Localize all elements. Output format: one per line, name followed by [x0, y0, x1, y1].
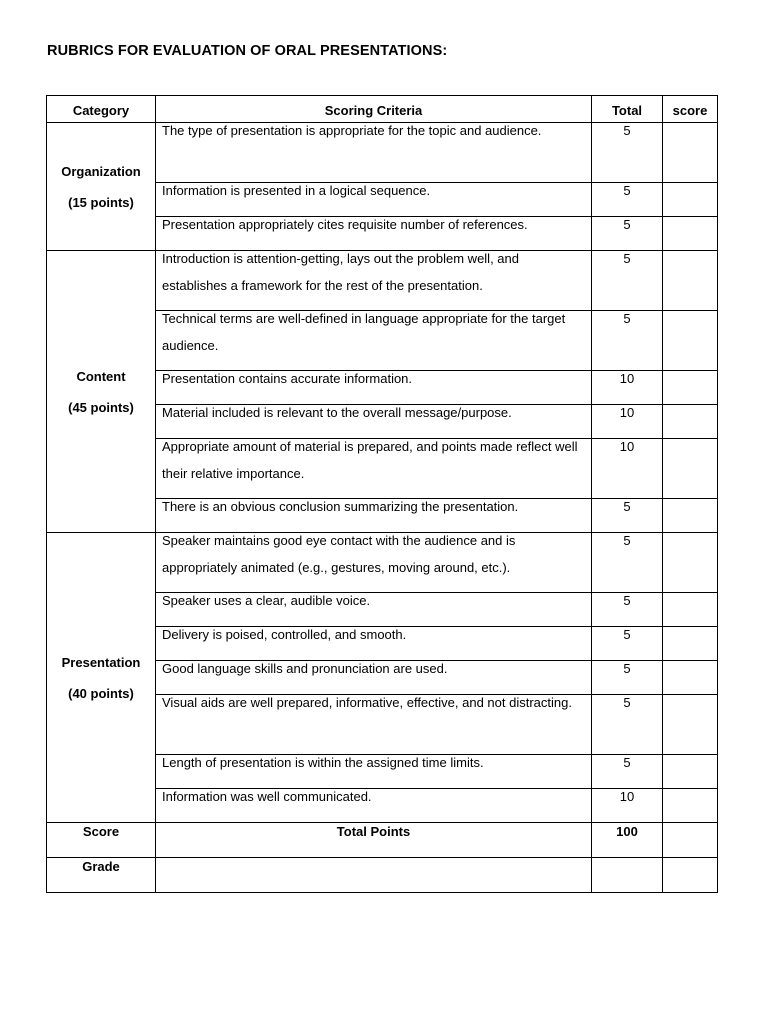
score-cell[interactable] [663, 533, 718, 593]
score-cell[interactable] [663, 499, 718, 533]
score-cell[interactable] [663, 405, 718, 439]
score-cell[interactable] [663, 251, 718, 311]
grade-label: Grade [47, 858, 156, 893]
header-criteria: Scoring Criteria [156, 96, 592, 123]
criterion-text: Presentation appropriately cites requisite number of references. [156, 217, 592, 251]
criterion-text: Length of presentation is within the assigned time limits. [156, 755, 592, 789]
table-row [47, 251, 718, 311]
criterion-total: 5 [592, 217, 663, 251]
criterion-text: Visual aids are well prepared, informative, effective, and not distracting. [156, 695, 592, 755]
score-label: Score [47, 823, 156, 858]
page-title: RUBRICS FOR EVALUATION OF ORAL PRESENTATIONS: [47, 43, 448, 59]
criterion-text: There is an obvious conclusion summarizing the presentation. [156, 499, 592, 533]
score-cell[interactable] [663, 627, 718, 661]
criterion-total: 5 [592, 183, 663, 217]
criterion-total: 5 [592, 123, 663, 183]
criterion-total: 5 [592, 593, 663, 627]
header-score: score [663, 96, 718, 123]
criterion-text: Presentation contains accurate information. [156, 371, 592, 405]
criterion-total: 5 [592, 311, 663, 371]
grade-row [47, 858, 718, 893]
category-content [47, 251, 156, 533]
grade-total-cell [592, 858, 663, 893]
score-cell[interactable] [663, 217, 718, 251]
criterion-total: 10 [592, 371, 663, 405]
score-cell[interactable] [663, 123, 718, 183]
score-row [47, 823, 718, 858]
criterion-text: Technical terms are well-defined in language appropriate for the target audience. [156, 311, 592, 371]
criterion-total: 5 [592, 627, 663, 661]
header-category: Category [47, 96, 156, 123]
criterion-text: Appropriate amount of material is prepared, and points made reflect well their relative importance. [156, 439, 592, 499]
score-cell[interactable] [663, 789, 718, 823]
category-name: Organization [61, 163, 141, 179]
category-presentation [47, 533, 156, 823]
score-cell[interactable] [663, 371, 718, 405]
category-points: (45 points) [68, 399, 134, 415]
header-total: Total [592, 96, 663, 123]
grade-score-cell[interactable] [663, 858, 718, 893]
total-points-value: 100 [592, 823, 663, 858]
table-row [47, 533, 718, 593]
criterion-total: 10 [592, 439, 663, 499]
category-points: (40 points) [68, 685, 134, 701]
criterion-text: Good language skills and pronunciation are used. [156, 661, 592, 695]
score-cell[interactable] [663, 183, 718, 217]
criterion-total: 10 [592, 789, 663, 823]
criterion-total: 5 [592, 661, 663, 695]
rubric-table [46, 95, 718, 893]
score-cell[interactable] [663, 439, 718, 499]
category-organization [47, 123, 156, 251]
criterion-total: 5 [592, 533, 663, 593]
criterion-total: 5 [592, 251, 663, 311]
score-cell[interactable] [663, 755, 718, 789]
criterion-text: Information is presented in a logical sequence. [156, 183, 592, 217]
table-row [47, 123, 718, 183]
criterion-text: Delivery is poised, controlled, and smooth. [156, 627, 592, 661]
grade-cell[interactable] [156, 858, 592, 893]
category-name: Presentation [61, 654, 141, 670]
category-name: Content [76, 368, 126, 384]
criterion-text: Material included is relevant to the overall message/purpose. [156, 405, 592, 439]
score-cell[interactable] [663, 593, 718, 627]
category-points: (15 points) [68, 194, 134, 210]
score-cell[interactable] [663, 311, 718, 371]
criterion-total: 5 [592, 755, 663, 789]
score-cell[interactable] [663, 661, 718, 695]
final-score-cell[interactable] [663, 823, 718, 858]
criterion-total: 5 [592, 695, 663, 755]
criterion-total: 10 [592, 405, 663, 439]
criterion-text: Speaker uses a clear, audible voice. [156, 593, 592, 627]
criterion-text: Speaker maintains good eye contact with the audience and is appropriately animated (e.g., gestures, moving around, etc.). [156, 533, 592, 593]
total-points-label: Total Points [156, 823, 592, 858]
score-cell[interactable] [663, 695, 718, 755]
criterion-text: The type of presentation is appropriate for the topic and audience. [156, 123, 592, 183]
criterion-total: 5 [592, 499, 663, 533]
criterion-text: Information was well communicated. [156, 789, 592, 823]
criterion-text: Introduction is attention-getting, lays out the problem well, and establishes a framework for the rest of the presentation. [156, 251, 592, 311]
